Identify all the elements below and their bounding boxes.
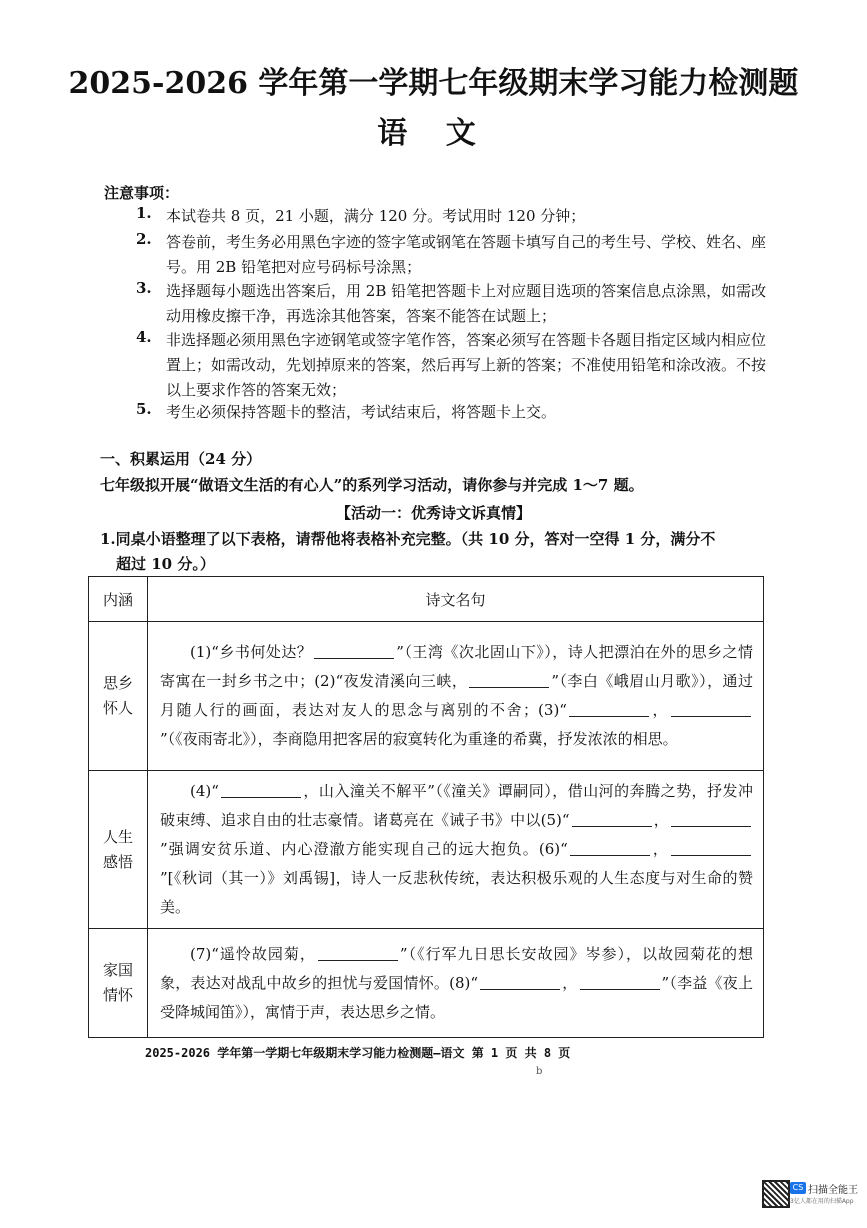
note-item: 答卷前，考生务必用黑色字迹的签字笔或钢笔在答题卡填写自己的考生号、学校、姓名、座号。用 2B 铅笔把对应号码标号涂黑；: [166, 233, 767, 276]
table-row: [89, 622, 764, 771]
cs-badge: CS: [790, 1182, 806, 1194]
row-content: [148, 622, 764, 771]
text-segment: ”（李益《夜上受降城闻笛》），寓情于声，表达思乡之情。: [160, 973, 753, 1021]
scanner-brand: 扫描全能王: [808, 1185, 858, 1196]
row-content: [148, 771, 764, 929]
scanner-watermark: [762, 1180, 856, 1220]
text-segment: ，: [653, 811, 669, 829]
answer-blank[interactable]: [580, 973, 660, 990]
answer-blank[interactable]: [221, 781, 301, 798]
text-segment: ，: [562, 973, 578, 992]
text-segment: ，山入潼关不解平”（《潼关》谭嗣同），借山河的奔腾之势，抒发冲破束缚、追求自由的壮志豪情。诸葛亮在《诫子书》中以(5)“: [160, 782, 753, 829]
answer-blank[interactable]: [570, 839, 650, 856]
section-heading: 一、积累运用（24 分）: [100, 450, 262, 468]
label-line: 家国: [102, 961, 133, 979]
label-line: 怀人: [102, 699, 133, 717]
text-segment: (1)“乡书何处达？: [190, 643, 313, 661]
label-line: 情怀: [102, 986, 133, 1004]
note-item: 非选择题必须用黑色字迹钢笔或签字笔作答，答案必须写在答题卡各题目指定区域内相应位置上；如需改动，先划掉原来的答案，然后再写上新的答案；不准使用铅笔和涂改液。不按以上要求作答的答案无效；: [166, 331, 767, 399]
table-row: [89, 929, 764, 1038]
text-segment: (4)“: [190, 782, 219, 800]
section-intro: 七年级拟开展“做语文生活的有心人”的系列学习活动，请你参与并完成 1～7 题。: [100, 476, 644, 494]
text-segment: ”强调安贫乐道、内心澄澈方能实现自己的远大抱负。(6)“: [160, 840, 568, 858]
row-label: [89, 929, 148, 1038]
note-item: 考生必须保持答题卡的整洁，考试结束后，将答题卡上交。: [166, 403, 557, 421]
note-number: 2.: [136, 230, 152, 248]
activity-heading: 【活动一：优秀诗文诉真情】: [335, 504, 531, 522]
answer-blank[interactable]: [480, 973, 560, 990]
note-item: 选择题每小题选出答案后，用 2B 铅笔把答题卡上对应题目选项的答案信息点涂黑，如需改动用橡皮擦干净，再选涂其他答案，答案不能答在试题上；: [166, 282, 767, 325]
notes-heading: 注意事项：: [104, 184, 180, 202]
table-header-row: [89, 577, 764, 622]
header-cell-label: 内涵: [89, 577, 148, 622]
answer-blank[interactable]: [671, 839, 751, 856]
note-number: 5.: [136, 400, 152, 418]
text-segment: ”（王湾《次北固山下》），诗人把漂泊在外的思乡之情寄寓在一封乡书之中；(2)“夜发清溪向三峡，: [160, 643, 754, 690]
exam-title: 2025-2026 学年第一学期七年级期末学习能力检测题: [68, 66, 799, 101]
scanner-tagline: 3亿人都在用的扫描App: [790, 1198, 854, 1205]
answer-blank[interactable]: [572, 810, 652, 827]
answer-blank[interactable]: [469, 671, 549, 688]
row-label: [89, 622, 148, 771]
poetry-table: [88, 576, 764, 1038]
note-number: 3.: [136, 279, 152, 297]
text-segment: ”（李白《峨眉山月歌》），通过月随人行的画面，表达对友人的思念与离别的不舍；(3)“: [160, 672, 754, 719]
note-number: 1.: [136, 204, 152, 222]
row-content: [148, 929, 764, 1038]
text-segment: ”（《行军九日思长安故园》岑参），以故园菊花的想象，表达对战乱中故乡的担忧与爱国情怀。(8)“: [160, 944, 754, 992]
question-1-text-cont: 超过 10 分。）: [116, 555, 215, 573]
page-footer: 2025-2026 学年第一学期七年级期末学习能力检测题—语文 第 1 页 共 8 页: [145, 1046, 571, 1060]
text-segment: ，: [650, 701, 669, 719]
label-line: 感悟: [102, 852, 133, 871]
answer-blank[interactable]: [318, 944, 398, 961]
text-segment: ”[《秋词（其一）》刘禹锡]，诗人一反悲秋传统，表达积极乐观的人生态度与对生命的赞美。: [160, 869, 753, 916]
answer-blank[interactable]: [314, 642, 394, 659]
scan-mark: b: [536, 1066, 543, 1077]
question-1-text: 1.同桌小语整理了以下表格，请帮他将表格补充完整。（共 10 分，答对一空得 1 分，满分不: [100, 530, 716, 548]
note-item: 本试卷共 8 页，21 小题，满分 120 分。考试用时 120 分钟；: [166, 207, 586, 225]
text-segment: (7)“遥怜故园菊，: [190, 944, 316, 963]
subject-title: 语 文: [377, 116, 490, 151]
note-number: 4.: [136, 328, 152, 346]
table-row: [89, 771, 764, 929]
answer-blank[interactable]: [671, 700, 751, 717]
answer-blank[interactable]: [569, 700, 649, 717]
text-segment: ”（《夜雨寄北》），李商隐用把客居的寂寞转化为重逢的希冀，抒发浓浓的相思。: [160, 730, 678, 748]
answer-blank[interactable]: [671, 810, 751, 827]
qr-code-icon: [762, 1180, 790, 1208]
row-label: [89, 771, 148, 929]
label-line: 思乡: [102, 674, 133, 692]
text-segment: ，: [651, 840, 669, 858]
header-cell-content: 诗文名句: [148, 577, 764, 622]
label-line: 人生: [102, 827, 133, 846]
